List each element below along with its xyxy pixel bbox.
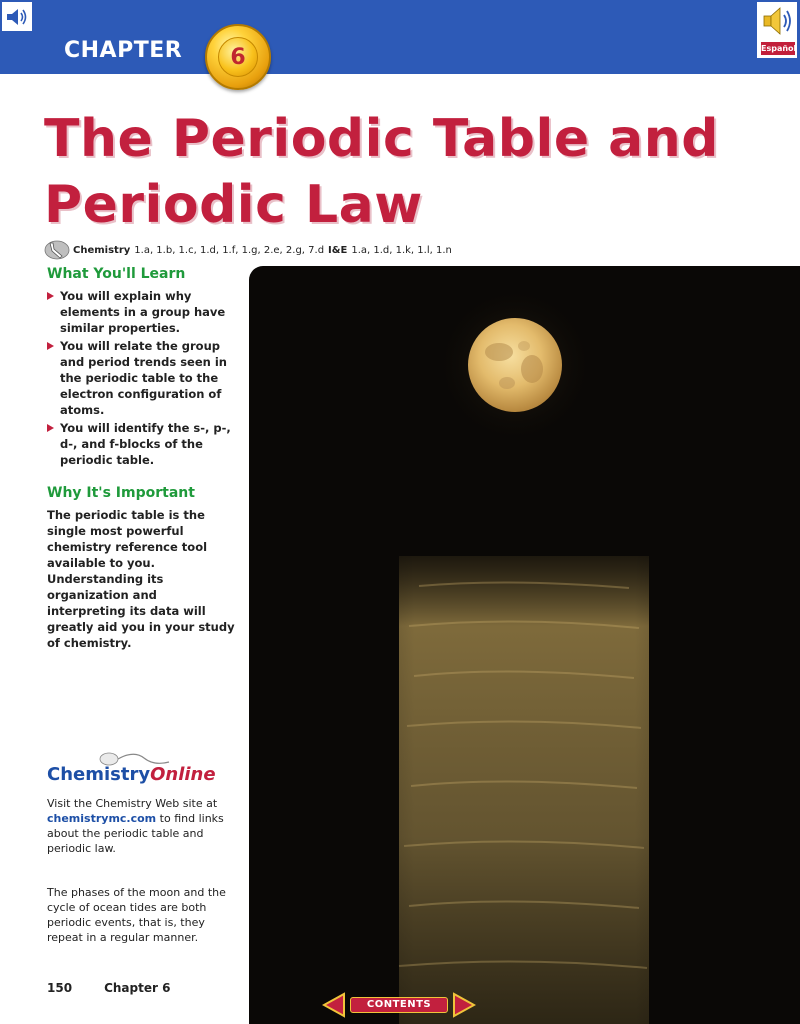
- list-item: [47, 338, 237, 418]
- contents-navigation: [322, 990, 476, 1020]
- title-line-2: Periodic Law: [44, 175, 423, 235]
- california-state-icon: [44, 240, 70, 260]
- chemistry-online-logo: [47, 748, 247, 792]
- speaker-icon: [758, 3, 798, 41]
- next-page-arrow-icon[interactable]: [452, 992, 476, 1018]
- list-item-text: You will relate the group and period trends seen in the periodic table to the electron configuration of atoms.: [60, 339, 227, 417]
- online-text-after: to find links about the periodic table and periodic law.: [47, 812, 224, 855]
- moon-reflection-illustration: [249, 266, 800, 1024]
- chemistry-standards-label: Chemistry: [73, 244, 131, 256]
- contents-button[interactable]: CONTENTS: [350, 997, 448, 1013]
- photo-caption: The phases of the moon and the cycle of ocean tides are both periodic events, that is, they repeat in a regular manner.: [47, 886, 226, 944]
- page-number: 150: [47, 981, 73, 995]
- chapter-number: 6: [230, 44, 246, 70]
- learn-list: [47, 288, 237, 470]
- bullet-triangle-icon: [47, 424, 54, 432]
- previous-page-arrow-icon[interactable]: [322, 992, 346, 1018]
- list-item-text: You will explain why elements in a group have similar properties.: [60, 289, 226, 335]
- speaker-icon: [5, 7, 29, 27]
- why-its-important-text: The periodic table is the single most powerful chemistry reference tool available to you. Understanding its organization and interpreting its data will greatly aid you in your study of chemistry.: [47, 508, 235, 650]
- ie-standards-label: I&E: [328, 244, 348, 256]
- what-youll-learn-heading: What You'll Learn: [47, 266, 186, 282]
- espanol-label: Español: [761, 44, 797, 53]
- chapter-number-badge-inner: [218, 37, 258, 77]
- bullet-triangle-icon: [47, 292, 54, 300]
- list-item: [47, 288, 237, 336]
- online-word: Online: [150, 764, 216, 785]
- chapter-number-badge: [205, 24, 271, 90]
- online-text-before: Visit the Chemistry Web site at: [47, 797, 218, 810]
- espanol-audio-button[interactable]: [756, 1, 798, 59]
- standards-line: [44, 240, 456, 260]
- ie-standards-codes: 1.a, 1.d, 1.k, 1.l, 1.n: [351, 244, 452, 256]
- chapter-label: CHAPTER: [64, 38, 183, 63]
- title-line-1: The Periodic Table and: [44, 109, 720, 169]
- chemistrymc-link[interactable]: chemistrymc.com: [47, 812, 157, 825]
- chemistry-online-wordmark: [47, 764, 216, 785]
- bullet-triangle-icon: [47, 342, 54, 350]
- audio-button[interactable]: [0, 0, 34, 33]
- page-footer: [47, 981, 170, 995]
- chemistry-online-text: [47, 796, 247, 856]
- page-title: [44, 106, 724, 238]
- why-its-important-heading: Why It's Important: [47, 485, 195, 501]
- chemistry-word: Chemistry: [47, 764, 151, 785]
- chemistry-standards-codes: 1.a, 1.b, 1.c, 1.d, 1.f, 1.g, 2.e, 2.g, 7.d: [134, 244, 325, 256]
- footer-chapter-text: Chapter 6: [104, 981, 171, 995]
- moon-over-ocean-photo: [249, 266, 800, 1024]
- moon-shape: [468, 318, 562, 412]
- list-item-text: You will identify the s-, p-, d-, and f-blocks of the periodic table.: [60, 421, 231, 467]
- list-item: [47, 420, 237, 468]
